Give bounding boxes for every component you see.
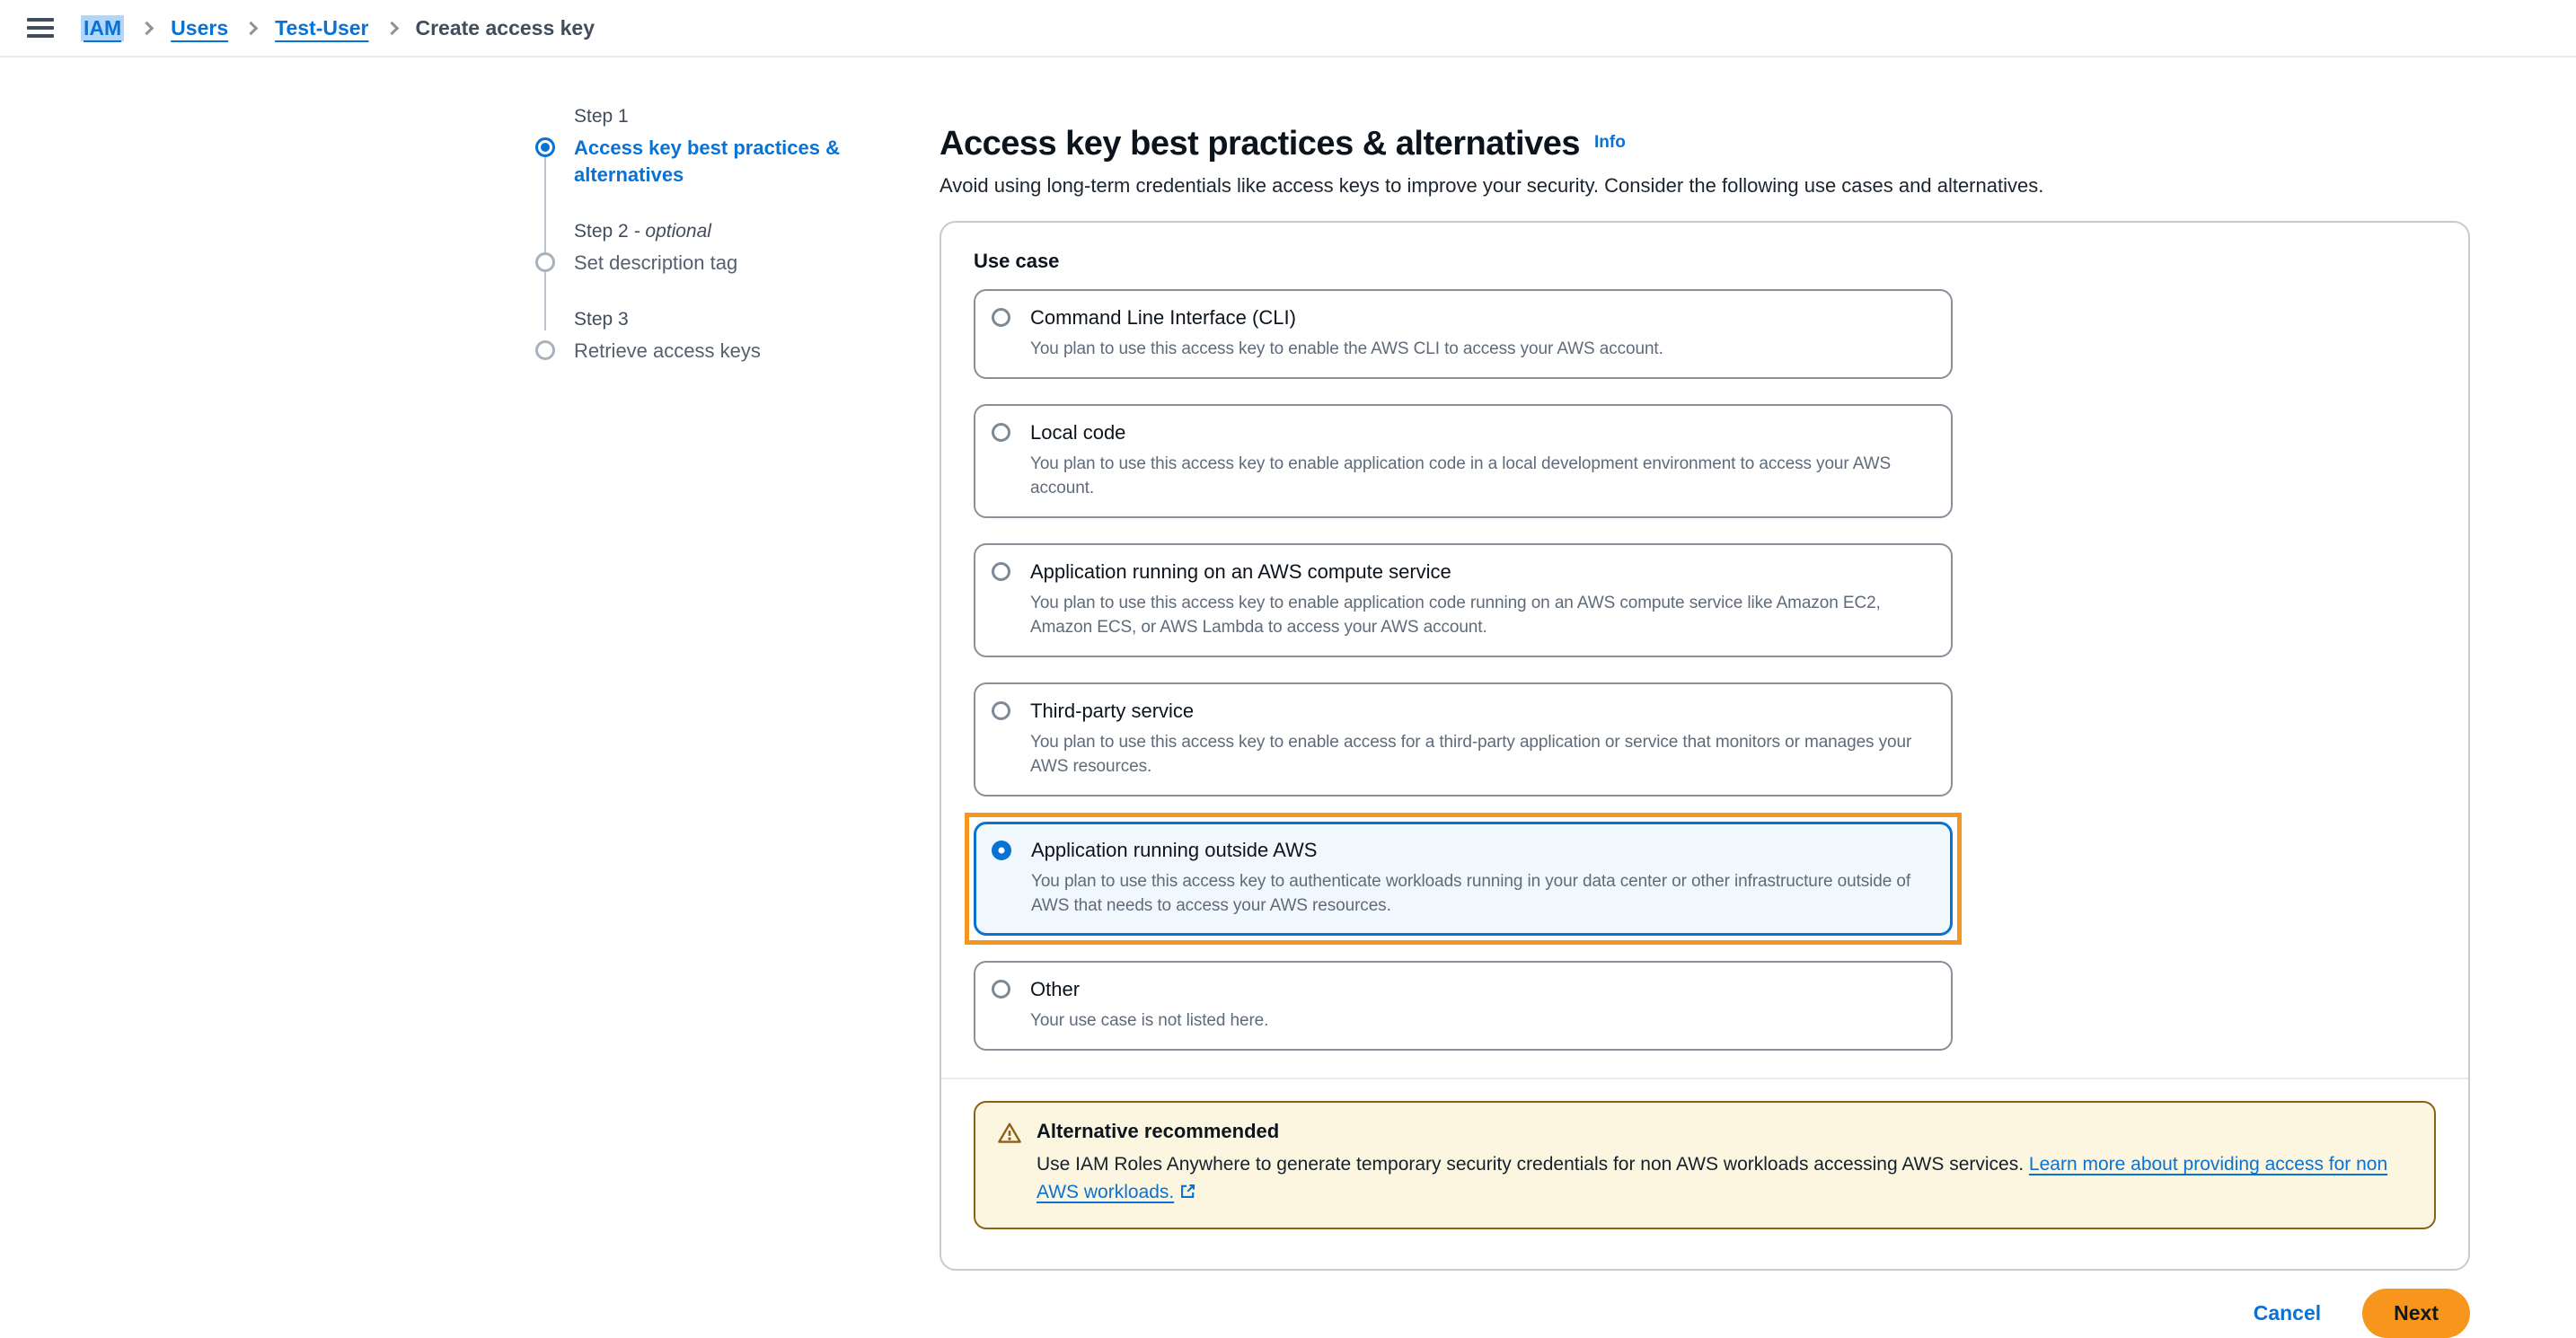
radio-unchecked-icon[interactable]: [992, 423, 1010, 442]
menu-hamburger-icon[interactable]: [27, 18, 54, 38]
alert-title: Alternative recommended: [1037, 1120, 1280, 1142]
step-name-retrieve-access-keys: Retrieve access keys: [574, 339, 761, 362]
option-title: Local code: [1030, 421, 1126, 444]
use-case-heading: Use case: [974, 250, 1060, 272]
page-title: Access key best practices & alternatives: [940, 125, 1580, 163]
radio-unchecked-icon[interactable]: [992, 701, 1010, 720]
option-title: Other: [1030, 978, 1081, 1000]
wizard-actions: [940, 1289, 2470, 1338]
step-link-best-practices[interactable]: Access key best practices & alternatives: [574, 136, 840, 186]
alert-body: [1037, 1150, 2411, 1208]
option-tile-cli[interactable]: [974, 289, 1953, 379]
step-item-2: [535, 221, 895, 277]
option-description: You plan to use this access key to enable the AWS CLI to access your AWS account.: [1030, 339, 1663, 358]
option-tile-local-code[interactable]: [974, 404, 1953, 518]
radio-checked-icon[interactable]: [992, 841, 1011, 860]
step-label: Step 1: [574, 106, 629, 127]
warning-triangle-icon: [997, 1121, 1022, 1146]
use-case-card: [940, 221, 2470, 1271]
info-link[interactable]: Info: [1593, 133, 1626, 152]
card-divider: [941, 1078, 2468, 1079]
step-label: Step 3: [574, 309, 629, 330]
step-indicator-icon: [535, 340, 555, 360]
chevron-right-icon: [244, 21, 259, 35]
breadcrumb-users[interactable]: Users: [171, 15, 229, 40]
radio-unchecked-icon[interactable]: [992, 562, 1010, 581]
next-button[interactable]: Next: [2362, 1289, 2470, 1338]
cancel-button[interactable]: Cancel: [2253, 1301, 2322, 1325]
step-label: Step 2 - optional: [574, 221, 711, 242]
chevron-right-icon: [384, 21, 399, 35]
option-title: Application running on an AWS compute service: [1030, 560, 1451, 583]
step-item-1: [535, 106, 895, 189]
option-description: You plan to use this access key to enable application code in a local development environment to access your AWS account.: [1030, 454, 1892, 497]
step-item-3: [535, 309, 895, 365]
step-name-set-description-tag: Set description tag: [574, 251, 738, 274]
radio-unchecked-icon[interactable]: [992, 308, 1010, 327]
external-link-icon: [1179, 1180, 1196, 1208]
option-title: Application running outside AWS: [1031, 839, 1318, 861]
option-description: You plan to use this access key to authenticate workloads running in your data center or other infrastructure outside of AWS that needs to access your AWS resources.: [1031, 872, 1911, 915]
option-description: You plan to use this access key to enable access for a third-party application or service that monitors or manages your AWS resources.: [1030, 733, 1912, 776]
page-description: Avoid using long-term credentials like access keys to improve your security. Consider the following use cases and alternatives.: [940, 174, 2044, 197]
option-title: Third-party service: [1030, 700, 1195, 722]
alternative-recommended-alert: [974, 1101, 2436, 1229]
learn-more-link[interactable]: Learn more about providing access for non AWS workloads.: [1037, 1154, 2388, 1202]
step-indicator-active-icon: [535, 137, 555, 157]
use-case-options: [974, 289, 1953, 1051]
breadcrumb-iam[interactable]: IAM: [81, 15, 124, 41]
option-tile-other[interactable]: [974, 961, 1953, 1051]
option-description: You plan to use this access key to enable application code running on an AWS compute service like Amazon EC2, Amazon ECS, or AWS Lambda to access your AWS account.: [1030, 594, 1881, 637]
breadcrumb: [81, 15, 595, 41]
top-navigation-bar: [0, 0, 2576, 57]
option-title: Command Line Interface (CLI): [1030, 306, 1296, 329]
option-tile-third-party-service[interactable]: [974, 682, 1953, 797]
alert-body-text: Use IAM Roles Anywhere to generate temporary security credentials for non AWS workloads accessing AWS services.: [1037, 1154, 2025, 1175]
option-description: Your use case is not listed here.: [1030, 1011, 1269, 1030]
breadcrumb-current-page: Create access key: [415, 15, 595, 40]
radio-unchecked-icon[interactable]: [992, 980, 1010, 999]
option-tile-outside-aws-selected[interactable]: [974, 822, 1953, 936]
chevron-right-icon: [140, 21, 154, 35]
breadcrumb-test-user[interactable]: Test-User: [275, 15, 369, 40]
wizard-steps-nav: [535, 106, 895, 397]
option-tile-aws-compute-service[interactable]: [974, 543, 1953, 657]
step-indicator-icon: [535, 252, 555, 272]
main-content: [940, 124, 2470, 1338]
